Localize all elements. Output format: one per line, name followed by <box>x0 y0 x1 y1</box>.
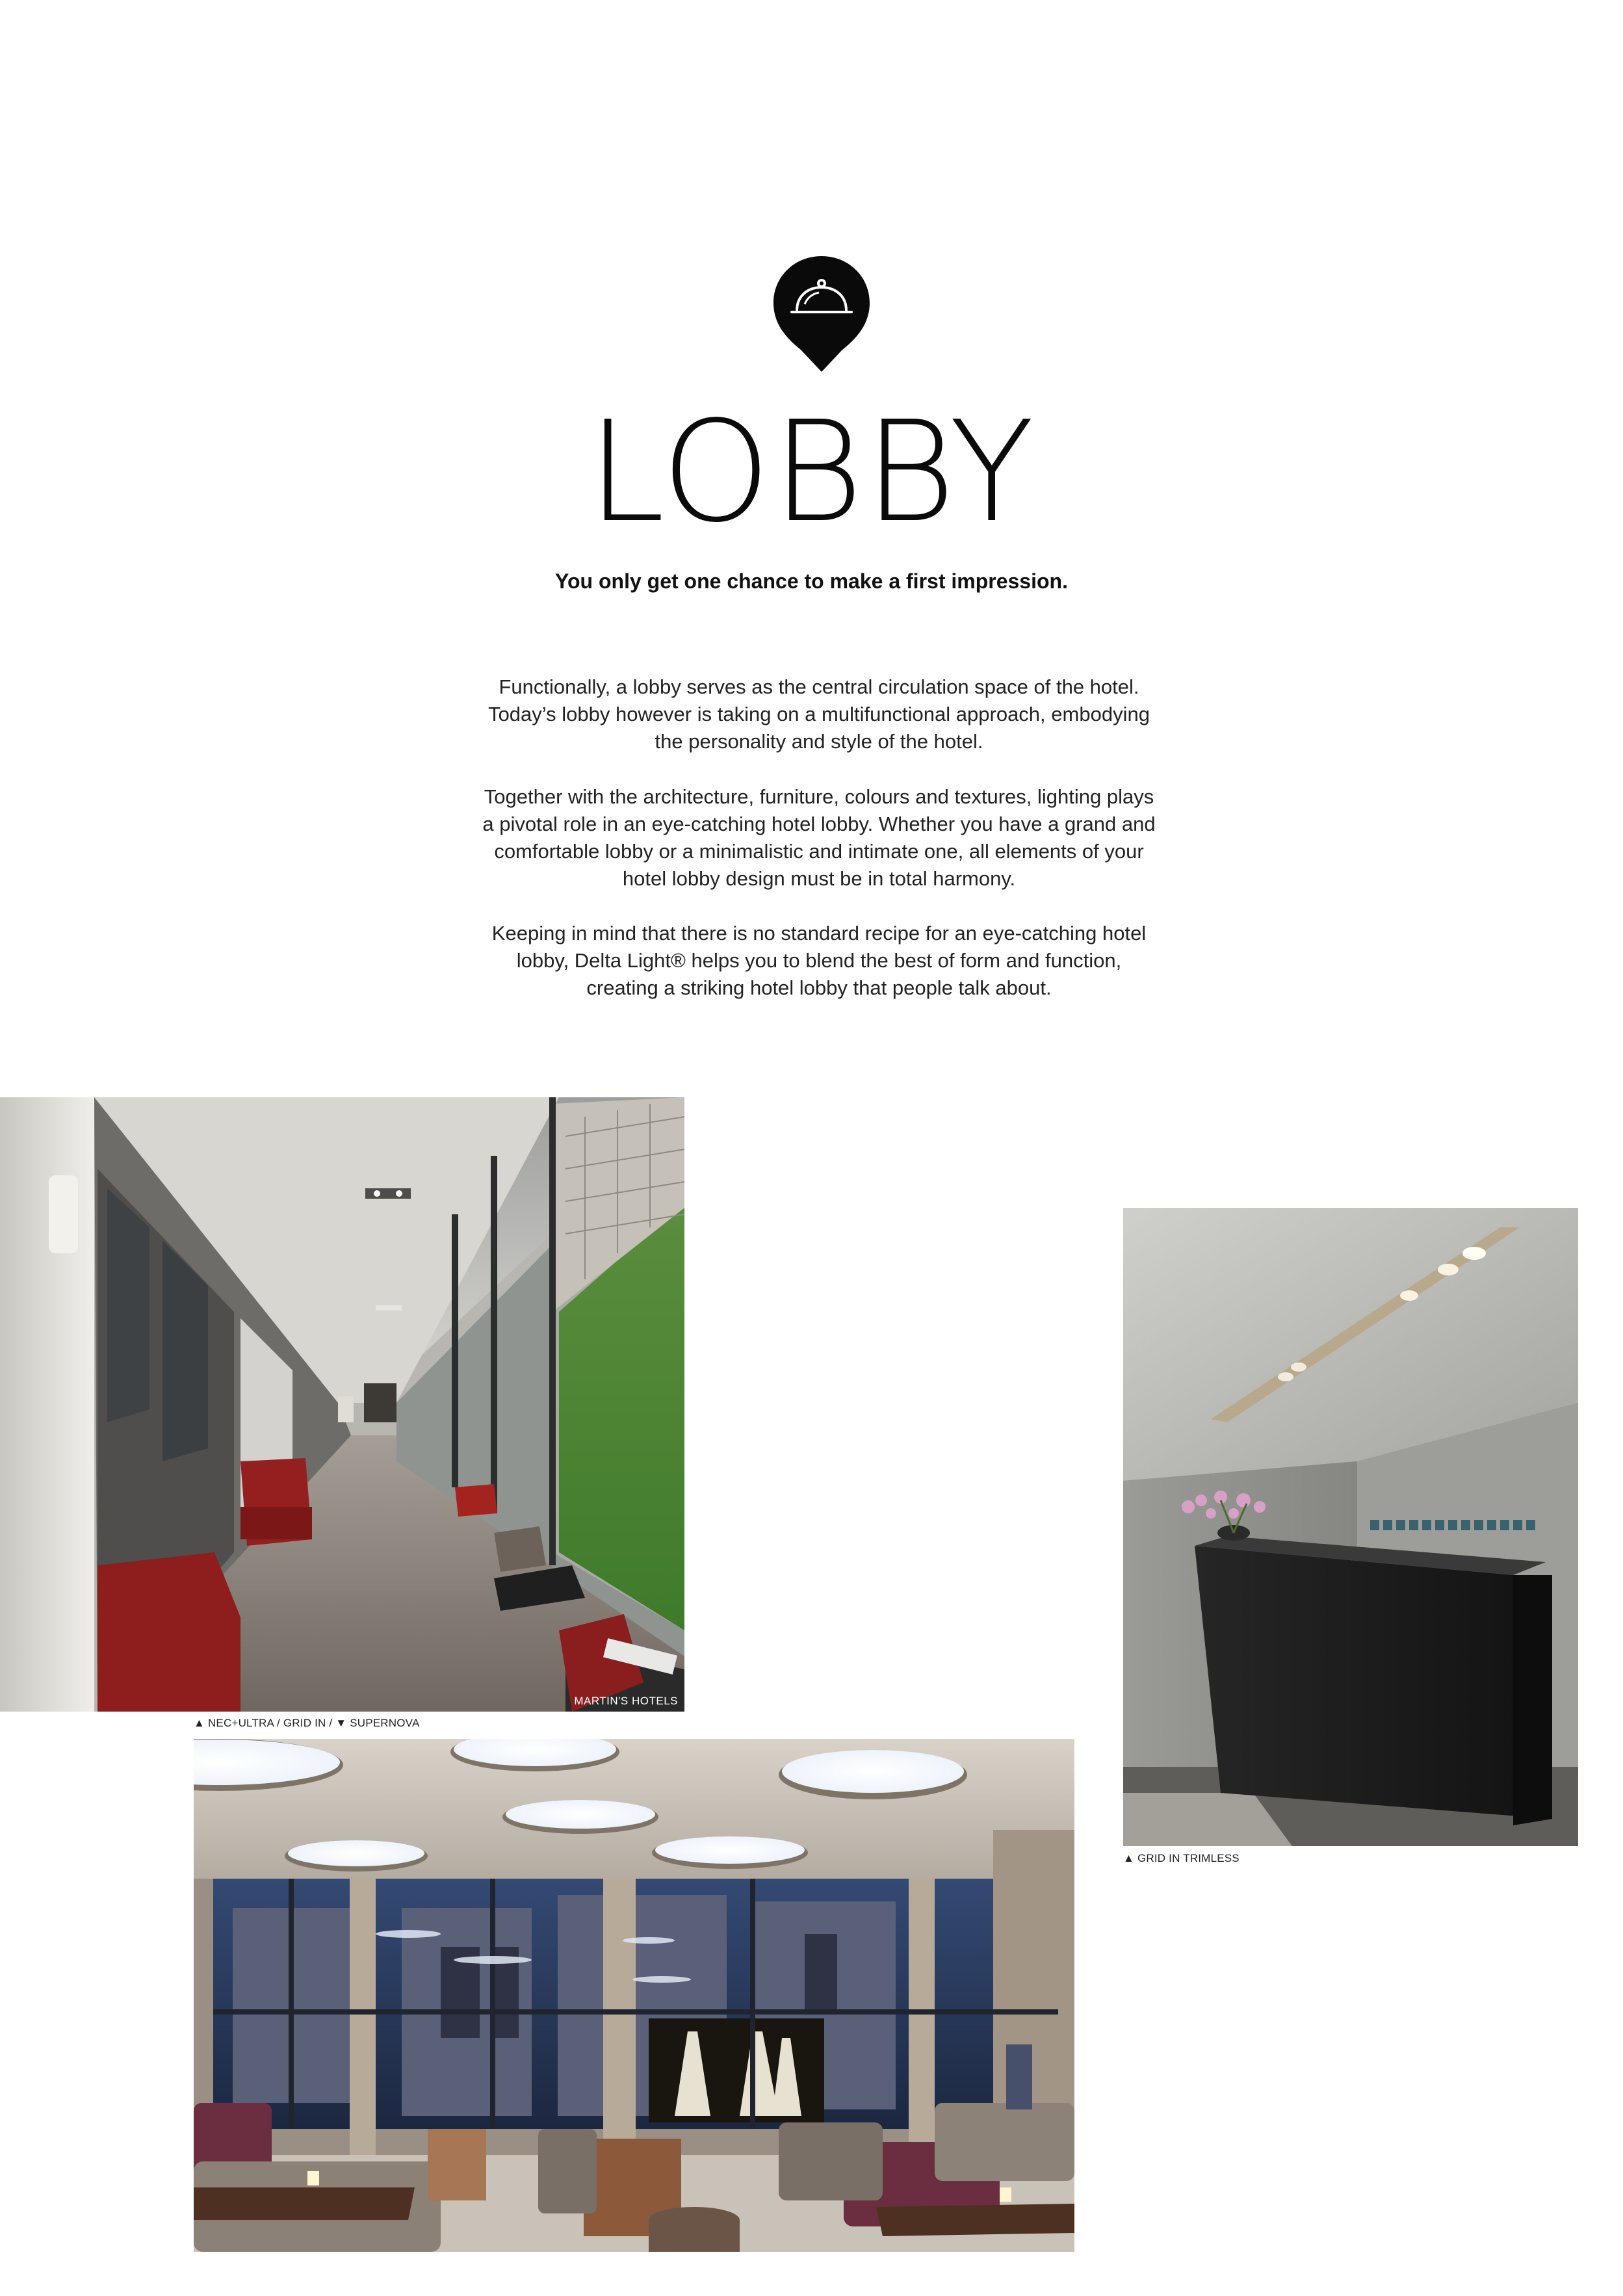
lounge-photo <box>194 1739 1074 2252</box>
body-paragraph: Together with the architecture, furniture, colours and textures, lighting plays a pivotal role in an eye-catching hotel lobby. Whether you have a grand and comfortable lobby or a minimalistic and intimate one, all elements of your hotel lobby design must be in total harmony. <box>482 785 1156 890</box>
photo-credit: MARTIN'S HOTELS <box>574 1695 678 1707</box>
service-bell-pin-icon <box>772 255 871 373</box>
corridor-photo <box>0 1097 684 1712</box>
reception-photo <box>1123 1208 1578 1846</box>
tagline: You only get one chance to make a first impression. <box>555 569 1068 593</box>
body-paragraph: Functionally, a lobby serves as the central circulation space of the hotel. Today’s lobby however is taking on a multifunctional approach, embodying the personality and style of the hotel. <box>488 675 1150 753</box>
corridor-caption: ▲ NEC+ULTRA / GRID IN / ▼ SUPERNOVA <box>194 1717 420 1729</box>
reception-caption: ▲ GRID IN TRIMLESS <box>1123 1852 1240 1864</box>
page-title: LOBBY <box>587 391 1036 553</box>
body-paragraph: Keeping in mind that there is no standard recipe for an eye-catching hotel lobby, Delta Light® helps you to blend the best of form and function, creating a striking hotel lobby that people talk about. <box>491 922 1147 999</box>
